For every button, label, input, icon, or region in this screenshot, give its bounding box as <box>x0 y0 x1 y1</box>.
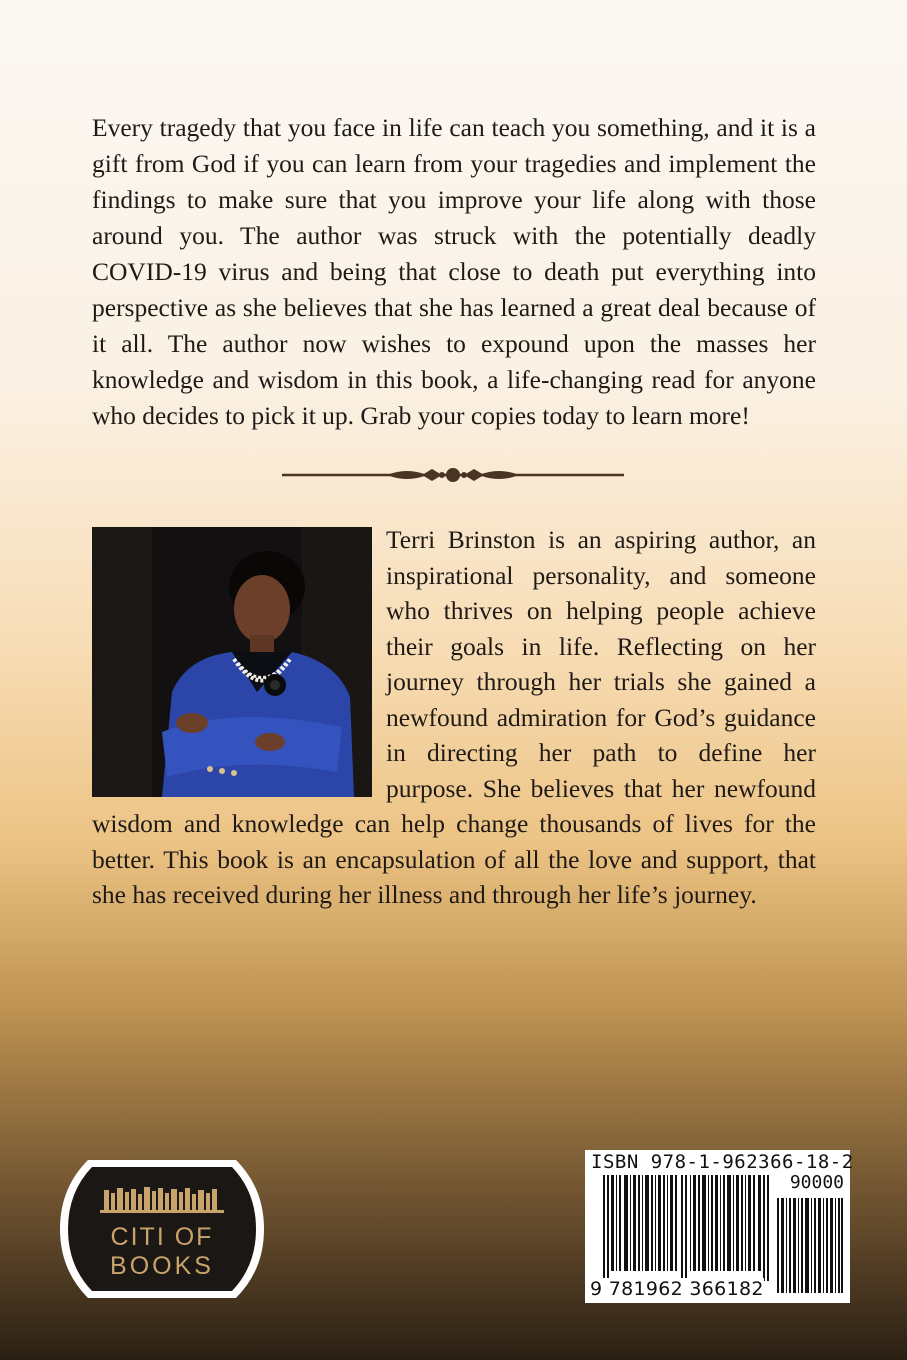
book-blurb: Every tragedy that you face in life can teach you something, and it is a gift from God if you can learn from your tragedies and implement the findings to make sure that you improve your life along with those around you. The author was struck with the potentially deadly COVID-19 virus and being that close to death put everything into perspective as she believes that she has learned a great deal because of it all. The author now wishes to expound upon the masses her knowledge and wisdom in this book, a life-changing read for anyone who decides to pick it up. Grab your copies today to learn more! <box>92 113 816 430</box>
ean-barcode-bars <box>603 1175 769 1281</box>
price-code: 90000 <box>789 1172 844 1193</box>
photo-float-spacer <box>92 522 372 798</box>
author-bio <box>92 522 816 913</box>
addon-barcode-bars <box>777 1198 843 1293</box>
publisher-name-line2: BOOKS <box>110 1252 214 1280</box>
author-bio-text: Terri Brinston is an aspiring author, an inspirational personality, and someone who thrives on helping people achieve their goals in life. Reflecting on her journey through her trials she gained a newfound admiration for God’s guidance in directing her path to define her purpose. She believes that her newfound wisdom and knowledge can help change thousands of lives for the better. This book is an encapsulation of all the love and support, that she has received during her illness and through her life’s journey. <box>92 525 816 909</box>
publisher-logo <box>58 1158 266 1300</box>
publisher-name-line1: CITI OF <box>110 1223 214 1251</box>
isbn-barcode <box>585 1150 854 1303</box>
isbn-text: ISBN 978-1-962366-18-2 <box>591 1151 854 1173</box>
ean-digits: 9 781962 366182 <box>590 1278 764 1300</box>
ornamental-divider <box>282 460 624 490</box>
